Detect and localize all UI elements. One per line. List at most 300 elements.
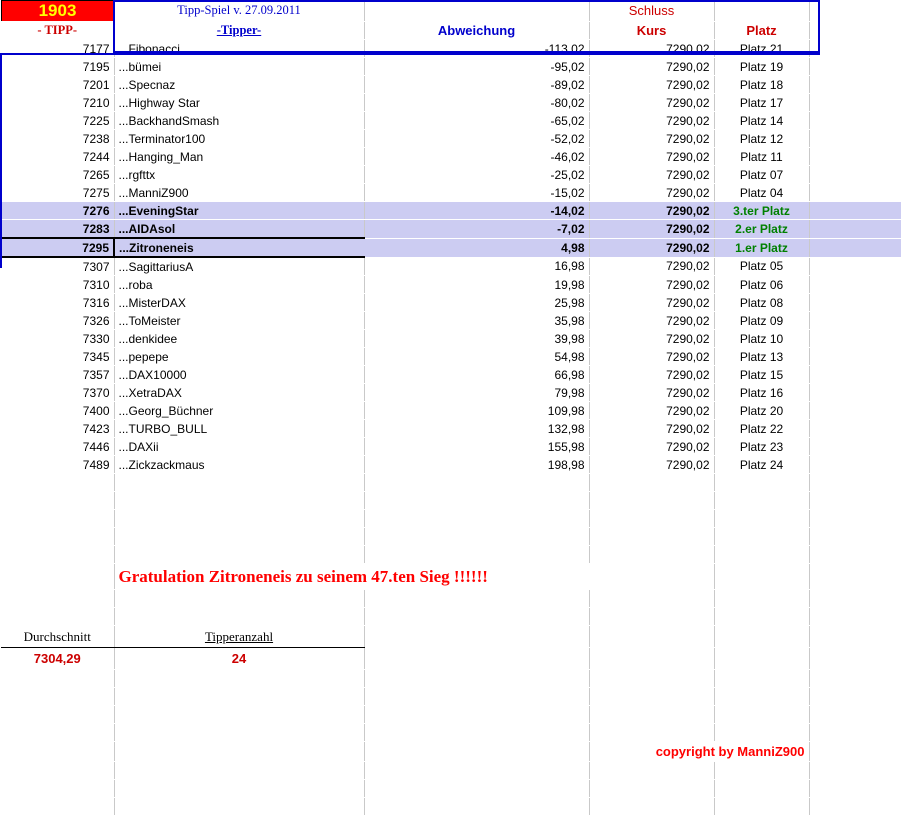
cell-kurs: 7290,02: [589, 384, 714, 402]
blank-cell: [714, 564, 809, 590]
cell-kurs: 7290,02: [589, 366, 714, 384]
cell-kurs: 7290,02: [589, 40, 714, 58]
table-row: [1, 58, 901, 76]
blank-cell: [714, 724, 809, 742]
blank-cell: [809, 564, 901, 590]
blank-cell: [809, 590, 901, 608]
cell-tipp: 7326: [1, 312, 114, 330]
blank-row: [1, 670, 901, 688]
column-header-row: [1, 22, 901, 40]
blank-row: [1, 528, 901, 546]
header-row: [1, 1, 901, 22]
blank-cell: [809, 546, 901, 564]
tipperanzahl-value: 24: [114, 648, 364, 670]
column-header-tipp: - TIPP-: [1, 22, 114, 40]
blank-row: [1, 706, 901, 724]
blank-cell: [714, 528, 809, 546]
cell-tipper: ...MisterDAX: [114, 294, 364, 312]
blank-cell: [1, 798, 114, 816]
cell-tipper: ...denkidee: [114, 330, 364, 348]
cell-spacer: [809, 330, 901, 348]
cell-platz: Platz 08: [714, 294, 809, 312]
cell-abweichung: -15,02: [364, 184, 589, 202]
cell-tipper: ...DAX10000: [114, 366, 364, 384]
cell-platz: Platz 05: [714, 257, 809, 276]
blank-cell: [714, 546, 809, 564]
cell-tipp: 7238: [1, 130, 114, 148]
cell-platz: Platz 23: [714, 438, 809, 456]
blank-cell: [114, 510, 364, 528]
cell-platz: Platz 17: [714, 94, 809, 112]
cell-tipper: ...Fibonacci.: [114, 40, 364, 58]
blank-cell: [809, 474, 901, 492]
cell-kurs: 7290,02: [589, 456, 714, 474]
cell-abweichung: 4,98: [364, 238, 589, 257]
cell-kurs: 7290,02: [589, 220, 714, 239]
blank-cell: [364, 626, 589, 648]
blank-cell: [114, 492, 364, 510]
blank-cell: [589, 608, 714, 626]
blank-cell: [809, 688, 901, 706]
cell-abweichung: 79,98: [364, 384, 589, 402]
blank-cell: [809, 626, 901, 648]
blank-cell: [809, 742, 901, 762]
cell-platz: Platz 06: [714, 276, 809, 294]
blank-cell: [1, 688, 114, 706]
cell-abweichung: -14,02: [364, 202, 589, 220]
table-row: [1, 257, 901, 276]
durchschnitt-label: Durchschnitt: [1, 626, 114, 648]
cell-kurs: 7290,02: [589, 130, 714, 148]
blank-cell: [114, 706, 364, 724]
cell-kurs: 7290,02: [589, 330, 714, 348]
blank-cell: [114, 742, 364, 762]
blank-cell: [589, 626, 714, 648]
column-header-platz: Platz: [714, 22, 809, 40]
blank-row: [1, 724, 901, 742]
blank-cell: [1, 510, 114, 528]
cell-spacer: [809, 420, 901, 438]
table-row: [1, 130, 901, 148]
blank-cell: [809, 706, 901, 724]
cell-kurs: 7290,02: [589, 94, 714, 112]
cell-tipp: 7210: [1, 94, 114, 112]
blank-row: [1, 492, 901, 510]
blank-row: [1, 590, 901, 608]
left-blue-edge: [0, 53, 2, 268]
cell-platz: Platz 21: [714, 40, 809, 58]
blank-cell: [364, 798, 589, 816]
cell-tipper: ...ToMeister: [114, 312, 364, 330]
cell-kurs: 7290,02: [589, 438, 714, 456]
blank-cell: [714, 492, 809, 510]
blank-cell: [809, 780, 901, 798]
cell-platz: Platz 13: [714, 348, 809, 366]
cell-tipp: 7357: [1, 366, 114, 384]
blank-cell: [364, 608, 589, 626]
blank-cell: [114, 762, 364, 780]
cell-spacer: [809, 348, 901, 366]
blank-cell: [714, 648, 809, 670]
blank-cell: [1, 564, 114, 590]
blank-cell: [1, 590, 114, 608]
cell-tipper: ...Zickzackmaus: [114, 456, 364, 474]
gratulation-row: [1, 564, 901, 590]
blank-cell: [1, 780, 114, 798]
cell-spacer: [809, 40, 901, 58]
cell-tipper: ...XetraDAX: [114, 384, 364, 402]
cell-kurs: 7290,02: [589, 148, 714, 166]
cell-platz: Platz 20: [714, 402, 809, 420]
cell-tipper: ...bümei: [114, 58, 364, 76]
blank-cell: [1, 546, 114, 564]
table-row: [1, 148, 901, 166]
cell-spacer: [809, 166, 901, 184]
cell-tipper: ...Terminator100: [114, 130, 364, 148]
cell-abweichung: -89,02: [364, 76, 589, 94]
blank-row: [1, 780, 901, 798]
blank-cell: [589, 724, 714, 742]
blank-cell: [809, 648, 901, 670]
summary-label-row: [1, 626, 901, 648]
cell-platz: Platz 12: [714, 130, 809, 148]
blank-cell: [364, 688, 589, 706]
cell-spacer: [809, 276, 901, 294]
durchschnitt-value: 7304,29: [1, 648, 114, 670]
cell-platz: Platz 07: [714, 166, 809, 184]
column-header-tipper: -Tipper-: [114, 22, 364, 40]
header-spacer-2: [714, 1, 809, 22]
blank-cell: [714, 626, 809, 648]
cell-tipp: 7177: [1, 40, 114, 58]
blank-cell: [1, 742, 114, 762]
cell-tipper: ...Highway Star: [114, 94, 364, 112]
cell-tipp: 7400: [1, 402, 114, 420]
cell-tipper: ...ManniZ900: [114, 184, 364, 202]
blank-row: [1, 510, 901, 528]
cell-spacer: [809, 294, 901, 312]
cell-kurs: 7290,02: [589, 420, 714, 438]
cell-tipp: 7310: [1, 276, 114, 294]
cell-spacer: [809, 148, 901, 166]
blank-row: [1, 474, 901, 492]
table-row: [1, 420, 901, 438]
header-spacer-1: [364, 1, 589, 22]
table-row: [1, 76, 901, 94]
blank-cell: [809, 670, 901, 688]
cell-tipper: ...DAXii: [114, 438, 364, 456]
cell-platz: Platz 19: [714, 58, 809, 76]
table-row: [1, 348, 901, 366]
cell-abweichung: 25,98: [364, 294, 589, 312]
cell-tipper: ...Specnaz: [114, 76, 364, 94]
blank-cell: [589, 528, 714, 546]
cell-tipper: ...TURBO_BULL: [114, 420, 364, 438]
blank-cell: [809, 510, 901, 528]
blank-cell: [589, 780, 714, 798]
cell-tipp: 7265: [1, 166, 114, 184]
cell-abweichung: 198,98: [364, 456, 589, 474]
cell-tipper: ...pepepe: [114, 348, 364, 366]
cell-abweichung: 155,98: [364, 438, 589, 456]
cell-tipp: 7370: [1, 384, 114, 402]
table-row: [1, 202, 901, 220]
cell-kurs: 7290,02: [589, 294, 714, 312]
blank-cell: [714, 474, 809, 492]
table-row: [1, 366, 901, 384]
cell-kurs: 7290,02: [589, 257, 714, 276]
blank-cell: [1, 724, 114, 742]
column-header-kurs: Kurs: [589, 22, 714, 40]
blank-cell: [809, 492, 901, 510]
blank-row: [1, 762, 901, 780]
cell-abweichung: -95,02: [364, 58, 589, 76]
blank-cell: [364, 474, 589, 492]
cell-abweichung: 39,98: [364, 330, 589, 348]
cell-abweichung: 35,98: [364, 312, 589, 330]
cell-platz: 3.ter Platz: [714, 202, 809, 220]
cell-tipp: 7316: [1, 294, 114, 312]
cell-tipp: 7276: [1, 202, 114, 220]
blank-cell: [714, 706, 809, 724]
blank-cell: [364, 706, 589, 724]
cell-tipper: ...Zitroneneis: [114, 238, 364, 257]
table-row: [1, 384, 901, 402]
blank-cell: [364, 670, 589, 688]
cell-tipp: 7201: [1, 76, 114, 94]
cell-platz: Platz 04: [714, 184, 809, 202]
cell-tipp: 7489: [1, 456, 114, 474]
blank-cell: [714, 762, 809, 780]
blank-cell: [714, 608, 809, 626]
cell-spacer: [809, 384, 901, 402]
copyright-text: copyright by ManniZ900: [589, 742, 809, 762]
cell-abweichung: -46,02: [364, 148, 589, 166]
cell-abweichung: -80,02: [364, 94, 589, 112]
cell-abweichung: -25,02: [364, 166, 589, 184]
cell-kurs: 7290,02: [589, 76, 714, 94]
cell-tipper: ...Georg_Büchner: [114, 402, 364, 420]
cell-tipp: 7423: [1, 420, 114, 438]
cell-abweichung: -113,02: [364, 40, 589, 58]
tipperanzahl-label: Tipperanzahl: [114, 626, 364, 648]
cell-tipp: 7307: [1, 257, 114, 276]
cell-spacer: [809, 257, 901, 276]
blank-cell: [364, 546, 589, 564]
blank-cell: [114, 688, 364, 706]
blank-cell: [1, 474, 114, 492]
blank-cell: [364, 762, 589, 780]
blank-cell: [364, 492, 589, 510]
footer-area: [1, 474, 901, 816]
cell-tipper: ...rgfttx: [114, 166, 364, 184]
blank-cell: [589, 590, 714, 608]
table-row: [1, 294, 901, 312]
blank-cell: [589, 510, 714, 528]
blank-cell: [589, 798, 714, 816]
blank-cell: [114, 528, 364, 546]
cell-abweichung: 16,98: [364, 257, 589, 276]
table-row: [1, 456, 901, 474]
blank-cell: [714, 510, 809, 528]
blank-cell: [114, 798, 364, 816]
table-row: [1, 166, 901, 184]
blank-cell: [114, 590, 364, 608]
blank-row: [1, 798, 901, 816]
cell-platz: 1.er Platz: [714, 238, 809, 257]
cell-spacer: [809, 184, 901, 202]
cell-abweichung: -65,02: [364, 112, 589, 130]
cell-spacer: [809, 312, 901, 330]
blank-cell: [364, 742, 589, 762]
cell-kurs: 7290,02: [589, 184, 714, 202]
cell-tipper: ...BackhandSmash: [114, 112, 364, 130]
cell-kurs: 7290,02: [589, 312, 714, 330]
cell-platz: Platz 11: [714, 148, 809, 166]
blank-cell: [364, 528, 589, 546]
blank-cell: [714, 688, 809, 706]
cell-platz: Platz 22: [714, 420, 809, 438]
grid-body: [1, 1, 901, 40]
cell-spacer: [809, 58, 901, 76]
cell-platz: Platz 15: [714, 366, 809, 384]
cell-kurs: 7290,02: [589, 202, 714, 220]
cell-platz: Platz 24: [714, 456, 809, 474]
blank-cell: [589, 492, 714, 510]
cell-tipper: ...AIDAsol: [114, 220, 364, 239]
game-title: Tipp-Spiel v. 27.09.2011: [114, 1, 364, 22]
cell-tipp: 7295: [1, 238, 114, 257]
cell-abweichung: 66,98: [364, 366, 589, 384]
blank-cell: [364, 724, 589, 742]
cell-abweichung: -7,02: [364, 220, 589, 239]
cell-spacer: [809, 202, 901, 220]
table-row: [1, 184, 901, 202]
table-row: [1, 238, 901, 257]
cell-spacer: [809, 76, 901, 94]
blank-cell: [589, 762, 714, 780]
blank-row: [1, 608, 901, 626]
blank-row: [1, 688, 901, 706]
cell-abweichung: 54,98: [364, 348, 589, 366]
cell-spacer: [809, 438, 901, 456]
copyright-row: [1, 742, 901, 762]
cell-kurs: 7290,02: [589, 58, 714, 76]
header-spacer-3: [809, 1, 901, 22]
table-row: [1, 438, 901, 456]
cell-spacer: [809, 402, 901, 420]
cell-spacer: [809, 130, 901, 148]
cell-spacer: [809, 112, 901, 130]
blank-cell: [589, 706, 714, 724]
cell-tipper: ...roba: [114, 276, 364, 294]
cell-tipp: 7446: [1, 438, 114, 456]
table-row: [1, 276, 901, 294]
cell-abweichung: 109,98: [364, 402, 589, 420]
cell-platz: Platz 14: [714, 112, 809, 130]
blank-cell: [114, 780, 364, 798]
blank-cell: [809, 528, 901, 546]
cell-kurs: 7290,02: [589, 112, 714, 130]
gratulation-text: Gratulation Zitroneneis zu seinem 47.ten Sieg !!!!!!: [114, 564, 714, 590]
blank-cell: [1, 528, 114, 546]
column-header-abweichung: Abweichung: [364, 22, 589, 40]
cell-platz: 2.er Platz: [714, 220, 809, 239]
cell-abweichung: 132,98: [364, 420, 589, 438]
table-row: [1, 94, 901, 112]
blank-cell: [809, 608, 901, 626]
table-row: [1, 330, 901, 348]
blank-cell: [809, 762, 901, 780]
cell-spacer: [809, 366, 901, 384]
blank-cell: [1, 706, 114, 724]
blank-row: [1, 546, 901, 564]
cell-kurs: 7290,02: [589, 348, 714, 366]
blank-cell: [589, 670, 714, 688]
blank-cell: [114, 724, 364, 742]
year-badge: 1903: [1, 1, 114, 22]
cell-tipp: 7275: [1, 184, 114, 202]
blank-cell: [1, 608, 114, 626]
cell-tipper: ...SagittariusA: [114, 257, 364, 276]
table-row: [1, 402, 901, 420]
blank-cell: [714, 590, 809, 608]
cell-spacer: [809, 94, 901, 112]
header-underline: [0, 53, 820, 55]
cell-tipp: 7195: [1, 58, 114, 76]
cell-kurs: 7290,02: [589, 276, 714, 294]
data-rows: [1, 40, 901, 474]
blank-cell: [1, 492, 114, 510]
cell-tipp: 7283: [1, 220, 114, 239]
cell-platz: Platz 09: [714, 312, 809, 330]
cell-tipp: 7244: [1, 148, 114, 166]
summary-value-row: [1, 648, 901, 670]
schluss-label: Schluss: [589, 1, 714, 22]
table-row: [1, 112, 901, 130]
cell-kurs: 7290,02: [589, 238, 714, 257]
blank-cell: [589, 688, 714, 706]
blank-cell: [714, 670, 809, 688]
blank-cell: [114, 608, 364, 626]
column-header-spacer: [809, 22, 901, 40]
cell-abweichung: -52,02: [364, 130, 589, 148]
blank-cell: [714, 780, 809, 798]
blank-cell: [114, 546, 364, 564]
blank-cell: [589, 546, 714, 564]
cell-tipp: 7345: [1, 348, 114, 366]
blank-cell: [809, 724, 901, 742]
cell-spacer: [809, 238, 901, 257]
blank-cell: [809, 798, 901, 816]
blank-cell: [364, 590, 589, 608]
cell-kurs: 7290,02: [589, 166, 714, 184]
cell-tipp: 7330: [1, 330, 114, 348]
table-row: [1, 220, 901, 239]
blank-cell: [1, 762, 114, 780]
blank-cell: [589, 648, 714, 670]
cell-spacer: [809, 220, 901, 239]
cell-spacer: [809, 456, 901, 474]
blank-cell: [1, 670, 114, 688]
cell-platz: Platz 10: [714, 330, 809, 348]
blank-cell: [364, 510, 589, 528]
cell-tipper: ...EveningStar: [114, 202, 364, 220]
blank-cell: [714, 798, 809, 816]
cell-tipp: 7225: [1, 112, 114, 130]
table-row: [1, 312, 901, 330]
blank-cell: [589, 474, 714, 492]
